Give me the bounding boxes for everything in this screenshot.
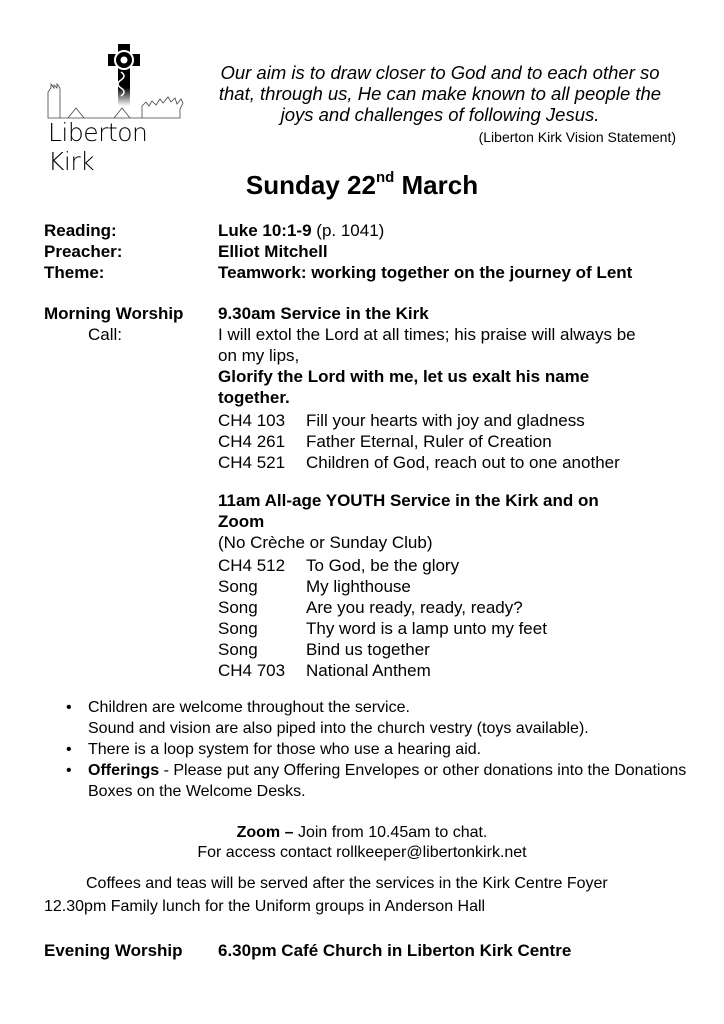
service-11am-note: (No Crèche or Sunday Club) — [218, 533, 433, 552]
note-loop — [66, 739, 706, 760]
hymn-number: CH4 521 — [218, 453, 286, 472]
zoom-label: Zoom – — [236, 824, 294, 841]
offerings-label: Offerings — [88, 762, 160, 779]
hymn-row — [218, 431, 658, 452]
vision-statement: Our aim is to draw closer to God and to each other so that, through us, He can make known to all people the joys and challenges of following Jesus. — [218, 62, 662, 125]
hymn-title: Bind us together — [306, 640, 430, 659]
call-response: Glorify the Lord with me, let us exalt his name together. — [218, 367, 590, 407]
hymn-row — [218, 660, 638, 681]
call-label: Call: — [88, 325, 123, 344]
hymn-row — [218, 639, 638, 660]
hymn-title: Children of God, reach out to one another — [306, 453, 620, 472]
reading-value — [218, 220, 384, 241]
hymn-number: Song — [218, 619, 258, 638]
theme-value: Teamwork: working together on the journey of Lent — [218, 263, 633, 282]
hymn-row — [218, 597, 638, 618]
zoom-info — [0, 822, 724, 843]
hymn-title: Fill your hearts with joy and gladness — [306, 411, 585, 430]
service-930-hymns — [218, 410, 658, 473]
hymn-number: Song — [218, 577, 258, 596]
notes-list — [66, 697, 706, 802]
morning-worship-label: Morning Worship — [44, 304, 184, 323]
bullet: • — [66, 762, 72, 779]
hymn-title: To God, be the glory — [306, 556, 460, 575]
celtic-cross-skyline-icon — [40, 40, 200, 120]
note-children-line1: Children are welcome throughout the service. — [88, 699, 410, 716]
note-loop-text: There is a loop system for those who use a hearing aid. — [88, 741, 482, 758]
service-11am-title: 11am All-age YOUTH Service in the Kirk and on Zoom — [218, 491, 599, 531]
offerings-text: - Please put any Offering Envelopes or other donations into the Donations Boxes on the Welcome Desks. — [88, 762, 687, 800]
theme-label: Theme: — [44, 263, 105, 282]
zoom-text: Join from 10.45am to chat. — [293, 824, 488, 841]
zoom-contact: For access contact rollkeeper@libertonkirk.net — [197, 844, 527, 861]
hymn-row — [218, 452, 658, 473]
preacher-name: Elliot Mitchell — [218, 242, 328, 261]
bullet: • — [66, 699, 72, 716]
note-children — [66, 697, 706, 739]
hymn-number: CH4 261 — [218, 432, 286, 451]
bullet: • — [66, 741, 72, 758]
service-930-title: 9.30am Service in the Kirk — [218, 304, 429, 323]
hymn-number: CH4 512 — [218, 556, 286, 575]
hymn-number: Song — [218, 598, 258, 617]
hymn-title: My lighthouse — [306, 577, 411, 596]
call-label-row — [88, 324, 122, 345]
service-11am — [218, 490, 638, 681]
note-children-line2: Sound and vision are also piped into the church vestry (toys available). — [88, 720, 589, 737]
hymn-number: CH4 103 — [218, 411, 286, 430]
note-offerings — [66, 760, 706, 802]
vision-source: (Liberton Kirk Vision Statement) — [478, 129, 676, 145]
service-930 — [218, 303, 658, 473]
lunch-note: 12.30pm Family lunch for the Uniform groups in Anderson Hall — [44, 898, 486, 915]
coffee-note: Coffees and teas will be served after the services in the Kirk Centre Foyer — [86, 875, 608, 892]
service-11am-hymns — [218, 555, 638, 681]
hymn-row — [218, 618, 638, 639]
hymn-number: CH4 703 — [218, 661, 286, 680]
reading-ref: Luke 10:1-9 — [218, 221, 312, 240]
hymn-title: National Anthem — [306, 661, 431, 680]
evening-worship-label: Evening Worship — [44, 941, 183, 960]
hymn-title: Father Eternal, Ruler of Creation — [306, 432, 552, 451]
hymn-row — [218, 410, 658, 431]
preacher-label: Preacher: — [44, 242, 123, 261]
title-day: Sunday 22 — [245, 170, 376, 200]
call-text: I will extol the Lord at all times; his praise will always be on my lips, — [218, 325, 636, 365]
title-suffix: nd — [375, 169, 395, 187]
hymn-title: Are you ready, ready, ready? — [306, 598, 523, 617]
evening-worship-service: 6.30pm Café Church in Liberton Kirk Centre — [218, 941, 572, 960]
hymn-row — [218, 555, 638, 576]
reading-page: (p. 1041) — [316, 221, 385, 240]
hymn-title: Thy word is a lamp unto my feet — [306, 619, 547, 638]
logo-text: Liberton Kirk — [48, 118, 148, 176]
hymn-number: Song — [218, 640, 258, 659]
title-month: March — [401, 170, 479, 200]
hymn-row — [218, 576, 638, 597]
page-title — [0, 170, 724, 201]
reading-label: Reading: — [44, 221, 117, 240]
church-logo — [40, 40, 200, 176]
